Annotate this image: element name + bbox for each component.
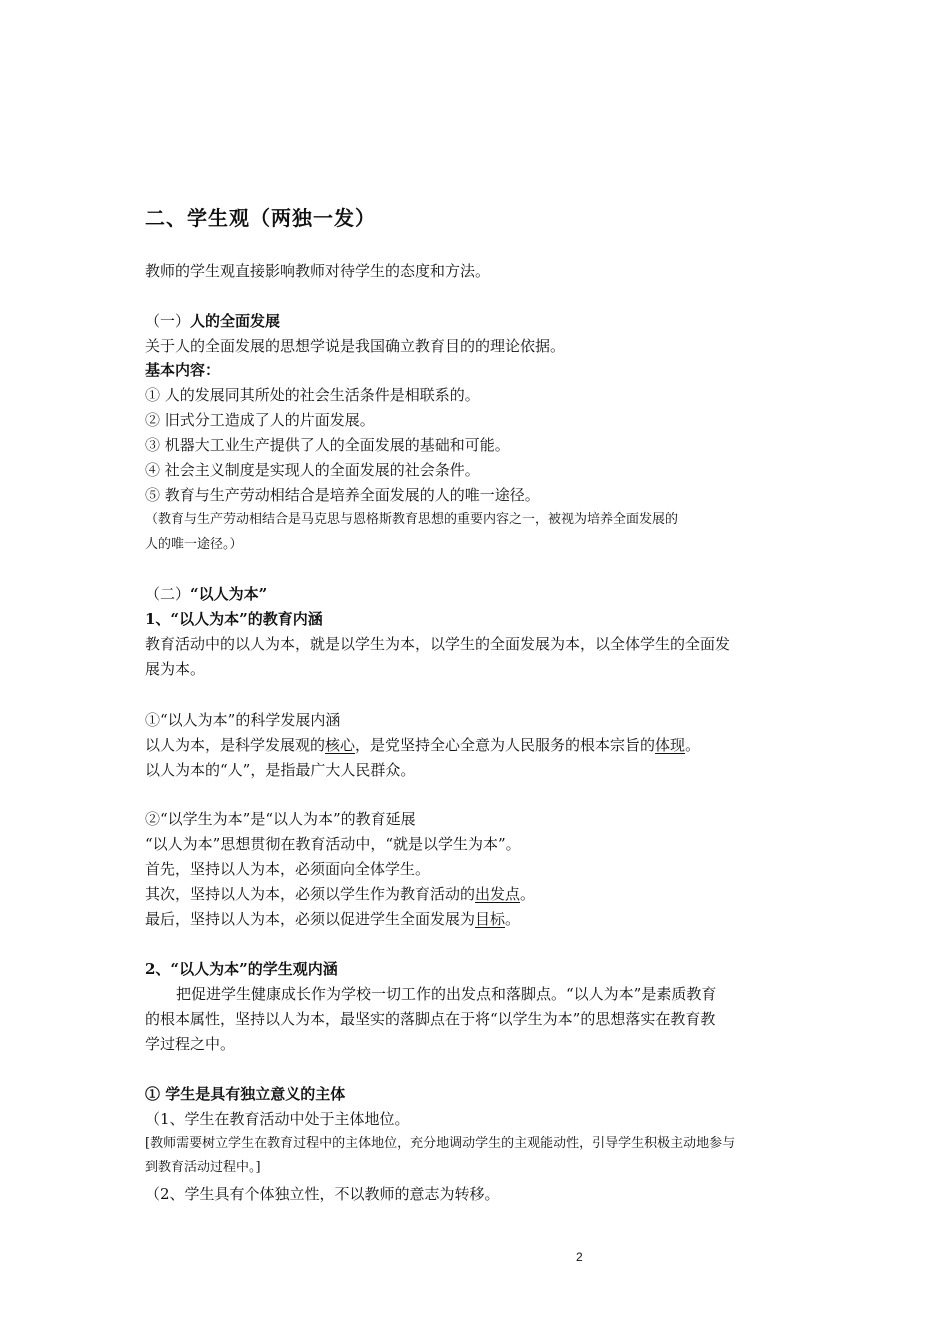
- paragraph: [145, 735, 700, 755]
- paragraph: 把促进学生健康成长作为学校一切工作的出发点和落脚点。“以人为本”是素质教育: [176, 985, 717, 1003]
- underlined-text: 核心: [325, 736, 356, 754]
- subsection-1-heading: [145, 311, 280, 331]
- subsection-2-prefix: （二）: [145, 585, 191, 603]
- page-number: 2: [576, 1250, 583, 1264]
- text-run: 。: [685, 736, 701, 754]
- paragraph: 以人为本的“人”，是指最广大人民群众。: [145, 761, 416, 779]
- text-run: 最后，坚持以人为本，必须以促进学生全面发展为: [145, 910, 476, 928]
- paragraph: 的根本属性，坚持以人为本，最坚实的落脚点在于将“以学生为本”的思想落实在教育教: [145, 1010, 716, 1028]
- intro-text: 教师的学生观直接影响教师对待学生的态度和方法。: [145, 262, 491, 280]
- underlined-text: 体现: [655, 736, 686, 754]
- paragraph: 首先，坚持以人为本，必须面向全体学生。: [145, 860, 431, 878]
- list-item: ① 人的发展同其所处的社会生活条件是相联系的。: [145, 386, 480, 404]
- paragraph: 教育活动中的以人为本，就是以学生为本，以学生的全面发展为本，以全体学生的全面发: [145, 635, 731, 653]
- text-run: 。: [520, 885, 536, 903]
- underlined-text: 目标: [475, 910, 506, 928]
- list-item: ⑤ 教育与生产劳动相结合是培养全面发展的人的唯一途径。: [145, 486, 540, 504]
- paragraph: “以人为本”思想贯彻在教育活动中，“就是以学生为本”。: [145, 835, 521, 853]
- list-item: ② 旧式分工造成了人的片面发展。: [145, 411, 375, 429]
- paragraph: 关于人的全面发展的思想学说是我国确立教育目的的理论依据。: [145, 337, 566, 355]
- basic-content-label: 基本内容：: [145, 361, 221, 379]
- paragraph: 学过程之中。: [145, 1035, 236, 1053]
- paragraph: （2、学生具有个体独立性，不以教师的意志为转移。: [145, 1185, 500, 1203]
- section-title: 二、学生观（两独一发）: [145, 206, 376, 230]
- point-heading: ②“以学生为本”是“以人为本”的教育延展: [145, 810, 416, 828]
- text-run: ，是党坚持全心全意为人民服务的根本宗旨的: [355, 736, 656, 754]
- paragraph: 展为本。: [145, 660, 206, 678]
- list-item: ④ 社会主义制度是实现人的全面发展的社会条件。: [145, 461, 480, 479]
- subsection-2-heading: [145, 584, 267, 604]
- paragraph: （1、学生在教育活动中处于主体地位。: [145, 1110, 410, 1128]
- note-line: （教育与生产劳动相结合是马克思与恩格斯教育思想的重要内容之一，被视为培养全面发展的: [145, 512, 679, 527]
- text-run: 。: [505, 910, 521, 928]
- point-heading: ① 学生是具有独立意义的主体: [145, 1085, 346, 1103]
- text-run: 其次，坚持以人为本，必须以学生作为教育活动的: [145, 885, 476, 903]
- underlined-text: 出发点: [475, 885, 521, 903]
- paragraph: [145, 909, 520, 929]
- text-run: 以人为本，是科学发展观的: [145, 736, 326, 754]
- sub-heading: 1、“以人为本”的教育内涵: [145, 610, 323, 628]
- sub-heading: 2、“以人为本”的学生观内涵: [145, 960, 338, 978]
- subsection-2-title: “以人为本”: [190, 585, 268, 603]
- note-line: 人的唯一途径。）: [145, 537, 243, 552]
- subsection-1-title: 人的全面发展: [190, 312, 281, 330]
- note-line: 到教育活动过程中。]: [145, 1160, 261, 1175]
- note-line: [教师需要树立学生在教育过程中的主体地位，充分地调动学生的主观能动性，引导学生积极主动地参与: [145, 1136, 736, 1151]
- subsection-1-prefix: （一）: [145, 312, 191, 330]
- point-heading: ①“以人为本”的科学发展内涵: [145, 711, 341, 729]
- list-item: ③ 机器大工业生产提供了人的全面发展的基础和可能。: [145, 436, 510, 454]
- paragraph: [145, 884, 535, 904]
